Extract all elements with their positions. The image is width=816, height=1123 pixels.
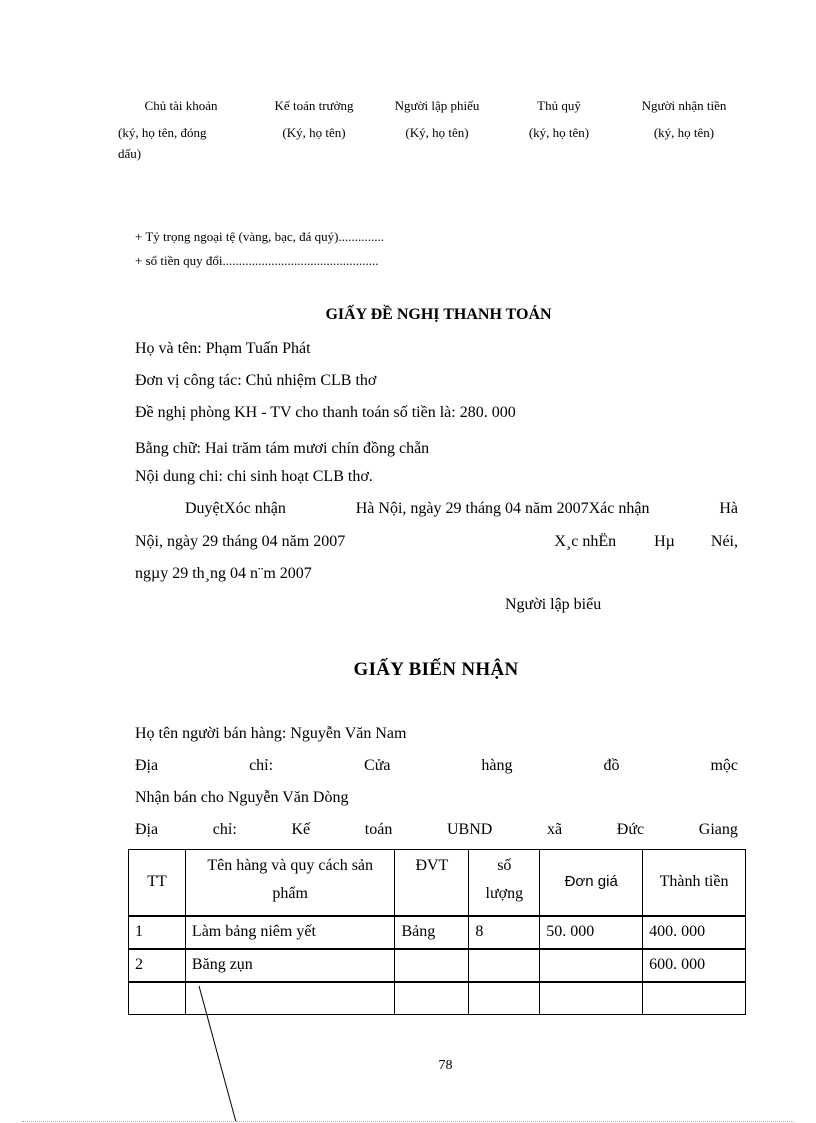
header-quantity: số lượng [469, 850, 540, 916]
table-header-row [129, 850, 746, 916]
seller-name: Họ tên người bán hàng: Nguyễn Văn Nam [135, 725, 407, 742]
signature-note-chief-accountant: (Ký, họ tên) [282, 125, 346, 140]
address-word: toán [364, 821, 393, 838]
diagonal-stroke [199, 986, 236, 1122]
preparer-label: Người lập biểu [505, 596, 602, 613]
address-word: chỉ: [249, 757, 274, 774]
table-row [129, 949, 746, 982]
header-unit-price: Đơn giá [540, 850, 643, 916]
signature-role-account-holder: Chủ tài khoản [144, 98, 218, 113]
signature-role-chief-accountant: Kế toán trưởng [274, 98, 354, 113]
header-tt: TT [129, 850, 186, 916]
cell-total [643, 982, 746, 1015]
cell-unit-price [540, 949, 643, 982]
address-word: hàng [481, 757, 513, 774]
approval-word: Néi, [710, 533, 738, 550]
seller-address [135, 757, 738, 775]
signature-role-recipient: Người nhận tiền [641, 98, 727, 113]
cell-total: 400. 000 [643, 916, 746, 949]
cell-tt [129, 982, 186, 1015]
payment-content: Nội dung chi: chi sinh hoạt CLB thơ. [135, 468, 373, 485]
address-word: Địa [135, 757, 159, 774]
request-amount: Đề nghị phòng KH - TV cho thanh toán số tiền là: 280. 000 [135, 404, 516, 421]
approval-word: Hµ [654, 533, 675, 550]
page-number: 78 [438, 1058, 453, 1073]
converted-amount: + số tiền quy đổi................................................ [135, 253, 379, 268]
requester-name: Họ và tên: Phạm Tuấn Phát [135, 340, 311, 357]
stray-pen-line [190, 980, 250, 1123]
table-row [129, 916, 746, 949]
address-word: mộc [710, 757, 738, 774]
payment-request-title: GIẤY ĐỀ NGHỊ THANH TOÁN [325, 306, 552, 323]
foreign-currency-ratio: + Tỷ trọng ngoại tệ (vàng, bạc, đá quý).............. [135, 229, 384, 244]
cell-quantity [469, 949, 540, 982]
approval-word: X¸c nhËn [554, 533, 617, 550]
address-word: UBND [447, 821, 493, 838]
address-word: xã [547, 821, 563, 838]
address-word: Kế [291, 821, 311, 838]
cell-tt: 2 [129, 949, 186, 982]
cell-item-name: Băng zụn [185, 949, 395, 982]
signature-note-account-holder: (ký, họ tên, đóng [118, 125, 207, 140]
cell-unit [395, 982, 469, 1015]
approval-word: Hà [719, 500, 738, 517]
signature-role-cashier: Thủ quỹ [537, 98, 581, 113]
requester-unit: Đơn vị công tác: Chủ nhiệm CLB thơ [135, 372, 377, 389]
receipt-title: GIẤY BIẾN NHẬN [353, 659, 519, 680]
amount-in-words: Bằng chữ: Hai trăm tám mươi chín đồng chẵn [135, 440, 430, 457]
cell-total: 600. 000 [643, 949, 746, 982]
header-item-name: Tên hàng và quy cách sản phẩm [185, 850, 395, 916]
cell-tt: 1 [129, 916, 186, 949]
approval-word: Nội, ngày 29 tháng 04 năm 2007 [135, 533, 346, 550]
address-word: đồ [603, 757, 620, 774]
cell-unit-price [540, 982, 643, 1015]
address-word: Giang [698, 821, 738, 838]
signature-note-voucher-maker: (Ký, họ tên) [405, 125, 469, 140]
buyer-address [135, 821, 738, 839]
cell-unit [395, 949, 469, 982]
approval-line-2 [135, 533, 738, 551]
signature-note-account-holder-cont: dấu) [118, 146, 142, 161]
header-total: Thành tiền [643, 850, 746, 916]
signature-role-voucher-maker: Người lập phiếu [394, 98, 480, 113]
cell-quantity [469, 982, 540, 1015]
signature-note-cashier: (ký, họ tên) [528, 125, 590, 140]
address-word: Địa [135, 821, 159, 838]
approval-word: DuyệtXóc nhận [185, 500, 286, 517]
page-bottom-divider [22, 1121, 794, 1122]
approval-line-3: ngµy 29 th¸ng 04 n¨m 2007 [135, 565, 312, 582]
buyer-name: Nhận bán cho Nguyễn Văn Dòng [135, 789, 349, 806]
address-word: Cửa [364, 757, 391, 774]
cell-quantity: 8 [469, 916, 540, 949]
signature-note-recipient: (ký, họ tên) [653, 125, 715, 140]
cell-item-name: Làm bảng niêm yết [185, 916, 395, 949]
approval-word: Hà Nội, ngày 29 tháng 04 năm 2007Xác nhận [355, 500, 650, 517]
cell-unit-price: 50. 000 [540, 916, 643, 949]
approval-line-1 [185, 500, 738, 518]
address-word: Đức [616, 821, 645, 838]
cell-unit: Bảng [395, 916, 469, 949]
address-word: chỉ: [212, 821, 237, 838]
header-unit: ĐVT [395, 850, 469, 916]
